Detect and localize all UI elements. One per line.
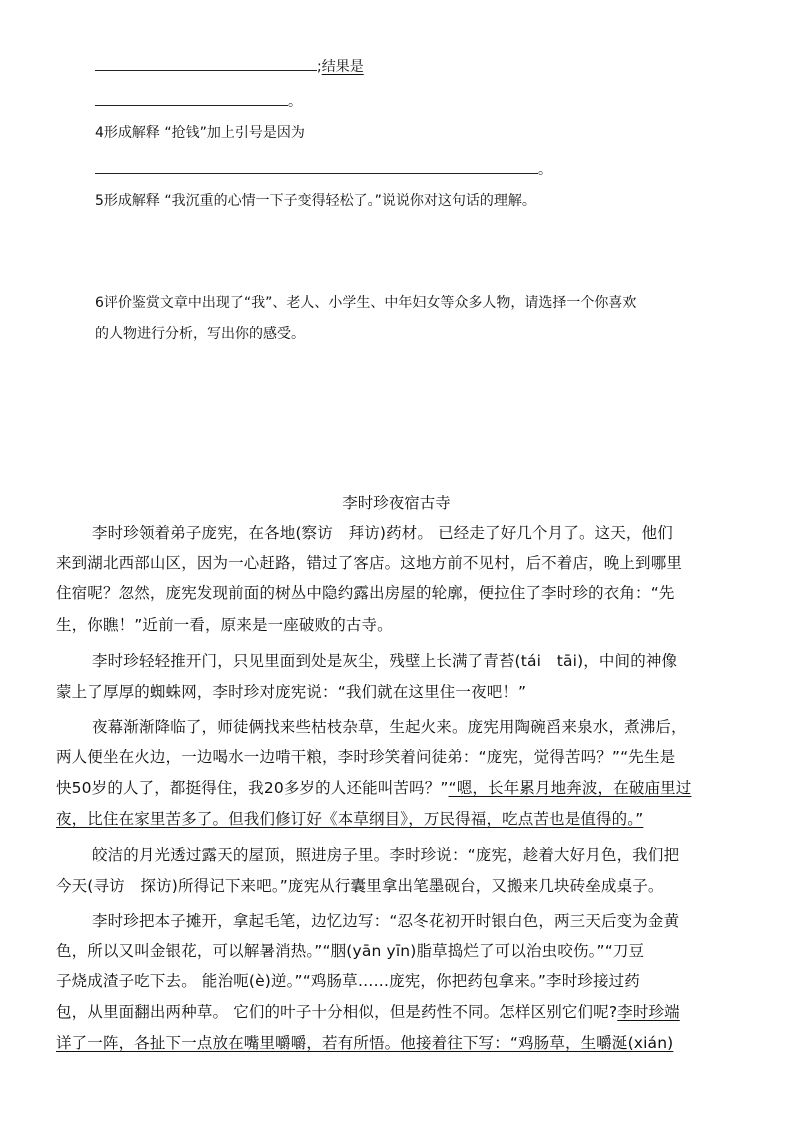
article-line: 李时珍领着弟子庞宪，在各地(察访 拜访)药材。 已经走了好几个月了。这天，他们: [92, 524, 673, 542]
answer-blank[interactable]: [95, 92, 288, 106]
period: 。: [288, 94, 302, 110]
answer-blank[interactable]: [95, 160, 538, 174]
underlined-text: “嗯，长年累月地奔波，在破庙里过: [448, 779, 692, 797]
article-line: 来到湖北西部山区，因为一心赶路，错过了客店。这地方前不见村，后不着店，晚上到哪里: [56, 554, 683, 572]
article-line: 李时珍把本子摊开，拿起毛笔，边忆边写：“忍冬花初开时银白色，两三天后变为金黄: [92, 912, 680, 930]
article-line: 李时珍轻轻推开门，只见里面到处是灰尘，残壁上长满了青苔(tái tāi)，中间的神像: [92, 652, 678, 670]
article-text: 快50岁的人了，都挺得住，我20多岁的人还能叫苦吗？”: [56, 779, 449, 797]
article-line: 色，所以又叫金银花，可以解暑消热。”“胭(yān yīn)脂草捣烂了可以治虫咬伤。”“刀豆: [56, 942, 645, 960]
result-label-text: 结果是: [321, 59, 364, 75]
question-5: 5形成解释 “我沉重的心情一下子变得轻松了。”说说你对这句话的理解。: [95, 193, 536, 209]
question-4: 4形成解释 “抢钱”加上引号是因为: [95, 125, 305, 141]
article-line: 今天(寻访 探访)所得记下来吧。”庞宪从行囊里拿出笔墨砚台，又搬来几块砖垒成桌子。: [56, 877, 664, 895]
question-6-line-1: 6评价鉴赏文章中出现了“我”、老人、小学生、中年妇女等众多人物，请选择一个你喜欢: [95, 295, 637, 311]
article-line: [56, 777, 691, 799]
answer-line-2: [95, 92, 302, 111]
article-title: 李时珍夜宿古寺: [342, 494, 451, 512]
article-line: 蒙上了厚厚的蜘蛛网，李时珍对庞宪说：“我们就在这里住一夜吧！”: [56, 683, 527, 701]
underlined-text: 详了一阵，各扯下一点放在嘴里嚼嚼，若有所悟。他接着往下写：“鸡肠草，生嚼涎(xián): [56, 1034, 674, 1052]
article-line: 皎洁的月光透过露天的屋顶，照进房子里。李时珍说：“庞宪，趁着大好月色，我们把: [92, 846, 680, 864]
answer-line-3: [95, 160, 552, 179]
article-text: 包，从里面翻出两种草。 它们的叶子十分相似，但是药性不同。怎样区别它们呢?: [56, 1003, 618, 1021]
question-6-line-2: 的人物进行分析，写出你的感受。: [95, 326, 305, 342]
underlined-text: 李时珍端: [617, 1003, 680, 1021]
result-label: ;: [317, 59, 322, 75]
article-line: 生，你瞧！”近前一看，原来是一座破败的古寺。: [56, 616, 393, 634]
article-line: 夜幕渐渐降临了，师徒俩找来些枯枝杂草，生起火来。庞宪用陶碗舀来泉水，煮沸后，: [92, 718, 687, 736]
article-line: 两人便坐在火边，一边喝水一边啃干粮，李时珍笑着问徒弟：“庞宪，觉得苦吗？”“先生是: [56, 748, 676, 766]
underlined-text: 夜，比住在家里苦多了。但我们修订好《本草纲目》，万民得福，吃点苦也是值得的。”: [56, 810, 644, 828]
answer-line-1: [95, 57, 364, 76]
answer-blank[interactable]: [95, 57, 317, 71]
article-line: [56, 1001, 680, 1023]
period: 。: [538, 162, 552, 178]
article-line: 子烧成渣子吃下去。 能治呃(è)逆。”“鸡肠草……庞宪，你把药包拿来。”李时珍接过药: [56, 972, 640, 990]
article-line: 住宿呢？忽然，庞宪发现前面的树丛中隐约露出房屋的轮廓，便拉住了李时珍的衣角：“先: [56, 584, 675, 602]
